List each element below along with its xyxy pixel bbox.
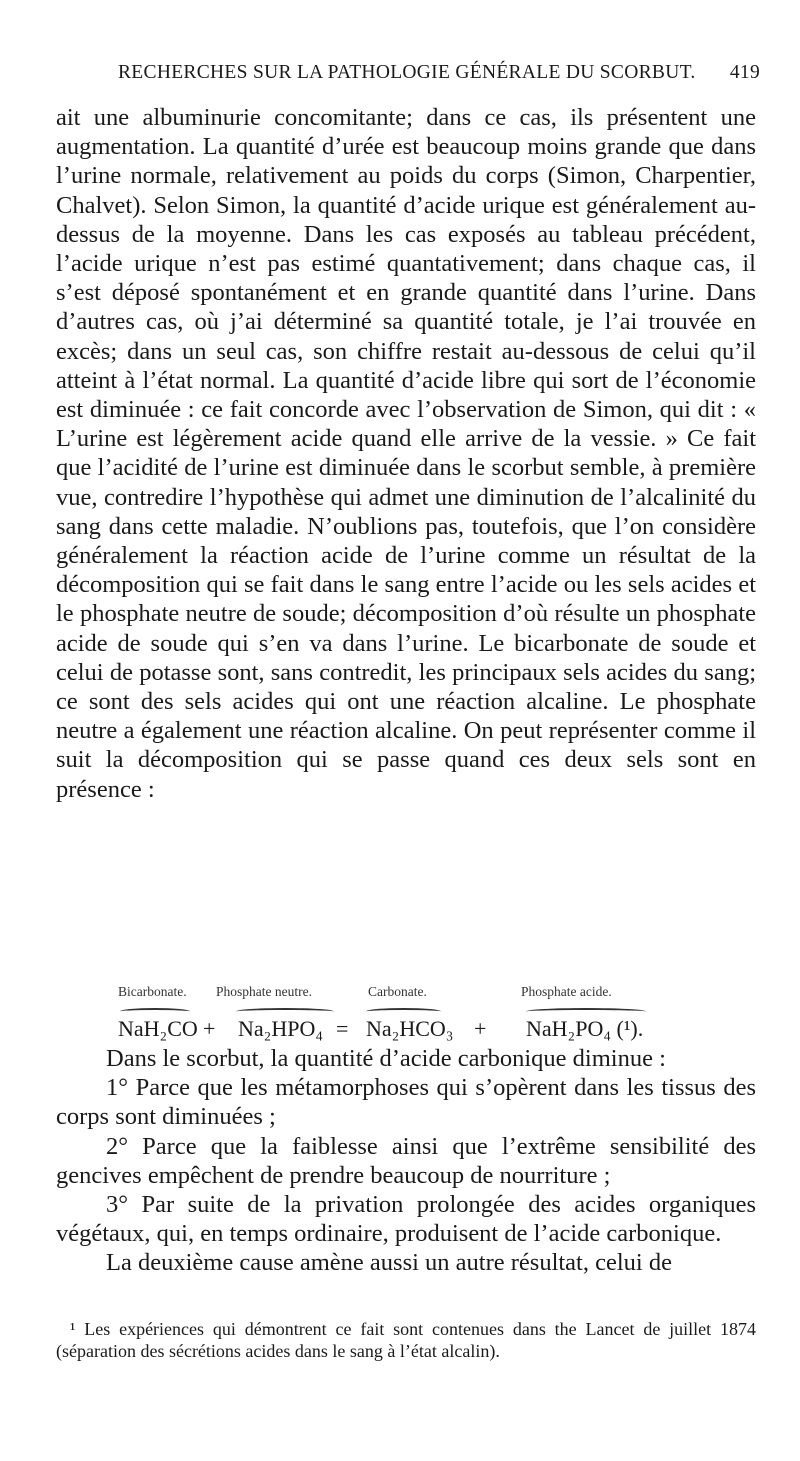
plus-sign: + — [474, 1016, 487, 1041]
label-bicarbonate: Bicarbonate. — [118, 984, 187, 999]
chemical-equation — [56, 984, 756, 1048]
closing-line: La deuxième cause amène aussi un autre résultat, celui de — [106, 1249, 672, 1277]
paragraph: ait une albuminurie concomitante; dans ce cas, ils présentent une augmentation. La quantité d’urée est beaucoup moins grande que dans l’urine normale, relativement au poids du corps (Simon, Charpentier, Chalvet). Selon Simon, la quantité d’acide urique est généralement au-dessus de la moyenne. Dans les cas exposés au tableau précédent, l’acide urique n’est pas estimé quantativement; dans chaque cas, il s’est déposé spontanément et en grande quantité dans l’urine. Dans d’autres cas, où j’ai déterminé sa quantité totale, je l’ai trouvée en excès; dans un seul cas, son chiffre restait au-dessous de celui qu’il atteint à l’état normal. La quantité d’acide libre qui sort de l’économie est diminuée : ce fait concorde avec l’observation de Simon, qui dit : « L’urine est légèrement acide quand elle arrive de la vessie. » Ce fait que l’acidité de l’urine est diminuée dans le scorbut semble, à première vue, contredire l’hypothèse qui admet une diminution de l’alcalinité du sang dans cette maladie. N’oublions pas, toutefois, que l’on considère généralement la réaction acide de l’urine comme un résultat de la décomposition qui se fait dans le sang entre l’acide ou les sels acides et le phosphate neutre de soude; décomposition d’où résulte un phosphate acide de soude qui s’en va dans l’urine. Le bicarbonate de soude et celui de potasse sont, sans contredit, les principaux sels acides du sang; ce sont des sels acides qui ont une réaction alcaline. Le phosphate neutre a également une réaction alcaline. On peut représenter comme il suit la décomposition qui se passe quand ces deux sels sont en présence : — [56, 104, 756, 803]
running-title: RECHERCHES SUR LA PATHOLOGIE GÉNÉRALE DU SCORBUT. — [118, 62, 696, 83]
running-header — [118, 62, 760, 84]
term-bicarbonate: NaH₂CO — [118, 1016, 198, 1041]
plus-sign: + — [203, 1016, 216, 1041]
equals-sign: = — [336, 1016, 349, 1041]
term-phosphate-acide: NaH₂PO₄ (¹). — [526, 1016, 644, 1041]
footnote — [56, 1318, 756, 1362]
causes-list — [56, 1044, 756, 1278]
brace-carbonate — [366, 1008, 441, 1015]
equation-braces — [56, 1004, 756, 1016]
footnote-text: ¹ Les expériences qui démontrent ce fait sont contenues dans the Lancet de juillet 1874 (séparation des sécrétions acides dans le sang à l’état alcalin). — [56, 1319, 756, 1361]
term-phosphate-neutre: Na₂HPO₄ — [238, 1016, 324, 1041]
main-paragraph-block — [56, 103, 756, 804]
brace-phosphate-acide — [526, 1008, 646, 1015]
brace-phosphate-neutre — [236, 1008, 334, 1015]
label-phosphate-neutre: Phosphate neutre. — [216, 984, 312, 999]
intro-line: Dans le scorbut, la quantité d’acide carbonique diminue : — [106, 1045, 666, 1072]
label-carbonate: Carbonate. — [368, 984, 427, 999]
brace-bicarbonate — [120, 1008, 190, 1015]
cause-item-3: 3° Par suite de la privation prolongée des acides organiques végétaux, qui, en temps ordinaire, produisent de l’acide carbonique. — [56, 1191, 756, 1248]
label-phosphate-acide: Phosphate acide. — [521, 984, 612, 999]
equation-labels — [56, 984, 756, 1004]
cause-item-2: 2° Parce que la faiblesse ainsi que l’extrême sensibilité des gencives empêchent de prendre beaucoup de nourriture ; — [56, 1132, 756, 1189]
cause-item-1: 1° Parce que les métamorphoses qui s’opèrent dans les tissus des corps sont diminuées ; — [56, 1074, 756, 1131]
term-carbonate: Na₂HCO₃ — [366, 1016, 454, 1041]
page-number: 419 — [729, 62, 760, 83]
